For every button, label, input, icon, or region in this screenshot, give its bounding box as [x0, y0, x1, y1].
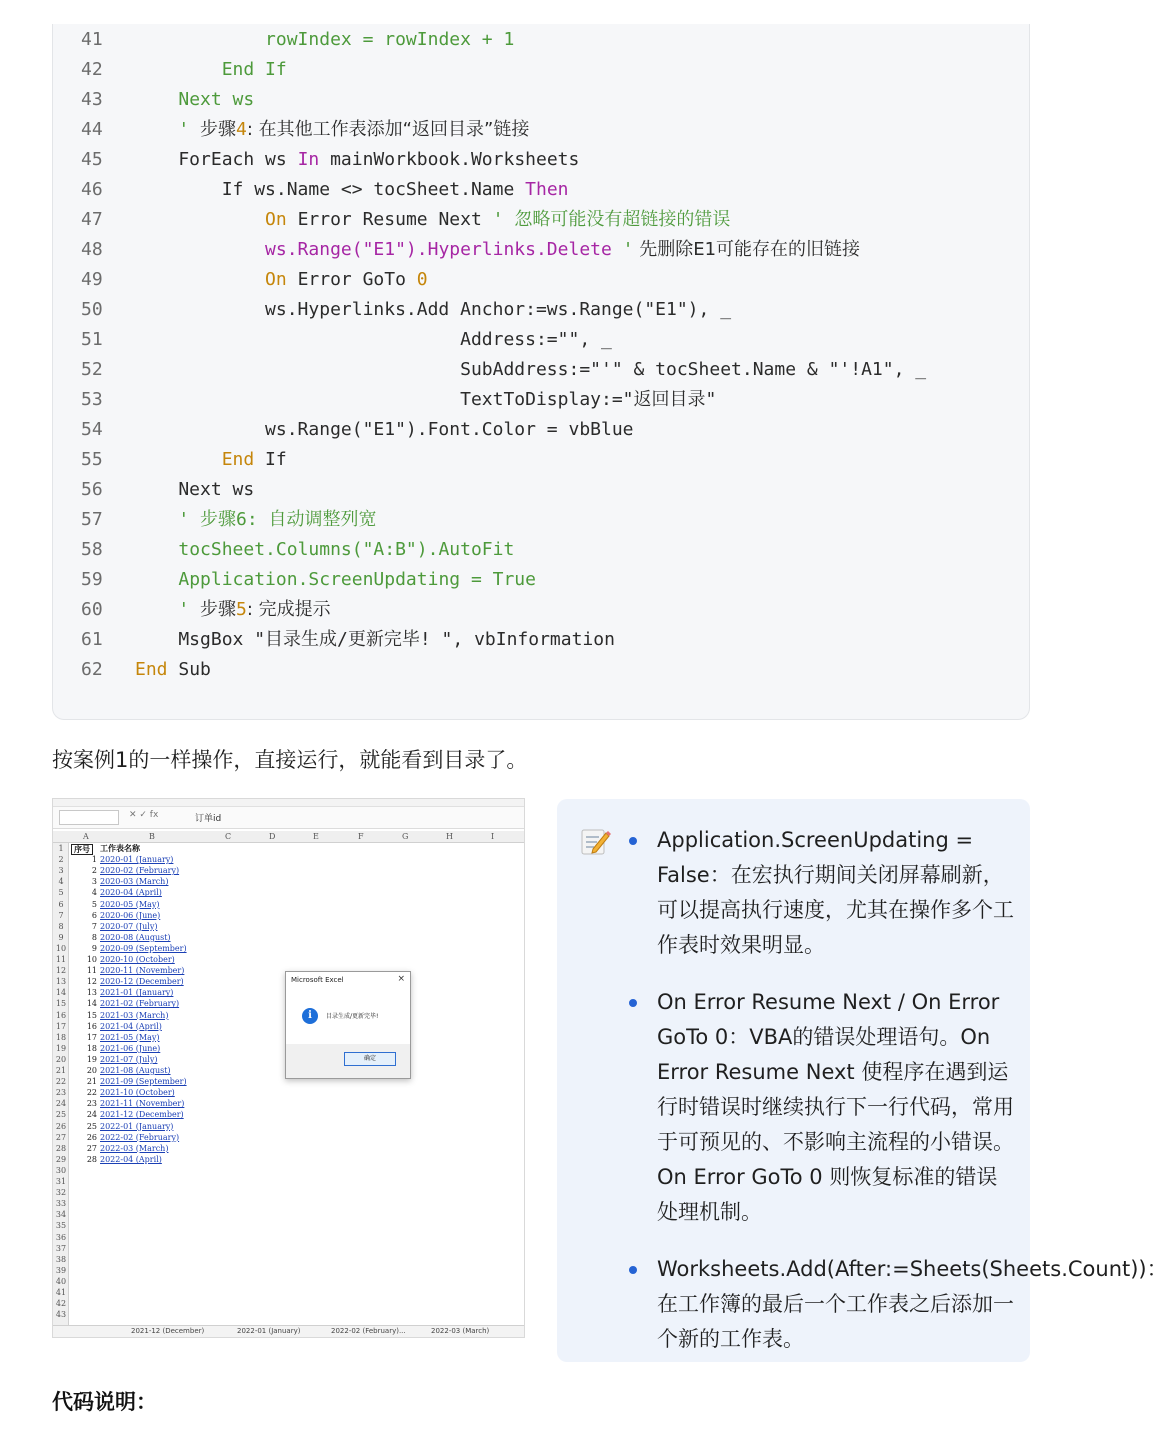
code-token: Next ws	[178, 89, 255, 110]
excel-row-number[interactable]: 13	[55, 977, 67, 987]
excel-sheet-link[interactable]: 2022-03 (March)	[100, 1143, 169, 1153]
excel-row-number[interactable]: 2	[58, 855, 64, 865]
line-number: 51	[81, 329, 103, 350]
excel-row-number[interactable]: 1	[58, 844, 64, 853]
excel-column-header[interactable]: F	[358, 832, 364, 841]
excel-row-number[interactable]: 34	[55, 1210, 67, 1220]
excel-sheet-tab[interactable]: 2022-03 (March)	[431, 1327, 490, 1335]
info-icon: i	[302, 1008, 318, 1024]
excel-sheet-link[interactable]: 2020-06 (June)	[100, 910, 161, 920]
excel-row-number[interactable]: 3	[58, 866, 64, 876]
code-token	[135, 269, 265, 290]
excel-sheet-link[interactable]: 2021-04 (April)	[100, 1021, 162, 1031]
excel-row-number[interactable]: 22	[55, 1077, 67, 1087]
excel-sheet-link[interactable]: 2021-12 (December)	[100, 1110, 184, 1120]
code-text	[135, 325, 612, 355]
excel-column-header[interactable]: H	[446, 832, 453, 841]
note-text: Application.ScreenUpdating = False：在宏执行期间关闭屏幕刷新，可以提高执行速度，尤其在操作多个工作表时效果明显。	[657, 828, 1014, 957]
excel-seq-cell: 16	[86, 1021, 97, 1031]
code-token: If ws.Name <> tocSheet.Name	[135, 179, 526, 200]
excel-sheet-link[interactable]: 2020-12 (December)	[100, 977, 184, 987]
excel-sheet-link[interactable]: 2021-06 (June)	[100, 1043, 161, 1053]
bullet-icon	[629, 837, 637, 845]
excel-column-header[interactable]: G	[402, 832, 409, 841]
line-number: 44	[81, 119, 103, 140]
excel-seq-cell: 2	[91, 866, 97, 876]
code-token: ws.Range("E1").Font.Color = vbBlue	[135, 419, 634, 440]
code-block	[52, 24, 1030, 720]
excel-sheet-link[interactable]: 2020-03 (March)	[100, 877, 169, 887]
excel-row-number[interactable]: 28	[55, 1143, 67, 1153]
excel-row-number[interactable]: 24	[55, 1099, 67, 1109]
excel-row-number[interactable]: 10	[55, 943, 67, 953]
excel-row-number[interactable]: 7	[58, 910, 64, 920]
line-number: 48	[81, 239, 103, 260]
instruction-paragraph: 按案例1的一样操作，直接运行，就能看到目录了。	[52, 748, 528, 772]
code-text	[135, 415, 634, 445]
note-text: On Error Resume Next / On Error GoTo 0：VBA的错误处理语句。On Error Resume Next 使程序在遇到运行时错误时继续执行下一行代码，常用于可预见的、不影响主流程的小错误。On Error GoTo 0 则恢复标准的错误处理机制。	[657, 990, 1014, 1224]
excel-row-number[interactable]: 12	[55, 966, 67, 976]
excel-row-number[interactable]: 14	[55, 988, 67, 998]
code-token: Then	[525, 179, 569, 200]
code-token	[135, 449, 222, 470]
excel-seq-cell: 1	[91, 855, 97, 865]
code-token	[135, 119, 178, 140]
excel-sheet-link[interactable]: 2020-05 (May)	[100, 899, 160, 909]
excel-row-number[interactable]: 16	[55, 1010, 67, 1020]
excel-column-header[interactable]: C	[225, 832, 232, 841]
excel-sheet-tab[interactable]: 2022-01 (January)	[237, 1327, 301, 1335]
excel-sheet-link[interactable]: 2022-04 (April)	[100, 1154, 162, 1164]
excel-column-header[interactable]: E	[313, 832, 319, 841]
code-text	[135, 175, 569, 205]
excel-sheet-link[interactable]: 2020-09 (September)	[100, 943, 187, 953]
excel-row-number[interactable]: 5	[58, 888, 64, 898]
excel-sheet-link[interactable]: 2020-07 (July)	[100, 921, 158, 931]
excel-sheet-link[interactable]: 2021-01 (January)	[100, 988, 174, 998]
excel-sheet-link[interactable]: 2020-11 (November)	[100, 966, 185, 976]
excel-row-number[interactable]: 25	[55, 1110, 67, 1120]
code-text	[135, 535, 514, 565]
excel-seq-cell: 19	[86, 1054, 97, 1064]
excel-seq-cell: 12	[86, 977, 97, 987]
excel-sheet-link[interactable]: 2022-02 (February)	[100, 1132, 180, 1142]
excel-sheet-link[interactable]: 2020-08 (August)	[100, 932, 171, 942]
note-item-on-error	[627, 985, 1017, 1230]
code-token: '	[178, 599, 201, 620]
excel-screenshot	[52, 798, 525, 1338]
bullet-icon	[629, 999, 637, 1007]
code-token: 先删除E1可能存在的旧链接	[633, 239, 861, 260]
excel-column-header[interactable]: D	[269, 832, 276, 841]
excel-sheet-link[interactable]: 2021-05 (May)	[100, 1032, 160, 1042]
close-icon[interactable]: ×	[397, 974, 405, 984]
excel-row-number[interactable]: 31	[55, 1177, 67, 1186]
excel-column-headers	[53, 831, 524, 843]
excel-seq-cell: 13	[86, 988, 97, 998]
excel-sheet-link[interactable]: 2021-10 (October)	[100, 1088, 175, 1098]
line-number: 42	[81, 59, 103, 80]
line-number: 45	[81, 149, 103, 170]
excel-seq-cell: 15	[86, 1010, 97, 1020]
excel-seq-cell: 4	[91, 888, 97, 898]
dialog-title: Microsoft Excel	[291, 976, 344, 984]
code-token	[135, 29, 265, 50]
code-token	[135, 509, 178, 530]
excel-seq-cell: 10	[86, 955, 97, 964]
excel-row-number[interactable]: 8	[58, 921, 64, 931]
excel-row-number[interactable]: 20	[55, 1054, 67, 1064]
excel-row-number[interactable]: 37	[55, 1243, 67, 1253]
code-token	[135, 599, 178, 620]
code-token: 4	[236, 119, 247, 140]
code-token: tocSheet.Columns("A:B").AutoFit	[178, 539, 515, 560]
excel-seq-cell: 18	[86, 1043, 97, 1053]
excel-row-number[interactable]: 26	[55, 1121, 67, 1131]
code-token: End If	[221, 59, 287, 80]
excel-row-number[interactable]: 33	[55, 1199, 67, 1209]
code-token	[135, 569, 178, 590]
code-token: ' 忽略可能没有超链接的错误	[492, 209, 731, 230]
excel-row-number[interactable]: 32	[55, 1188, 67, 1198]
excel-sheet-link[interactable]: 2020-04 (April)	[100, 888, 162, 898]
code-token: If	[254, 449, 287, 470]
line-number: 49	[81, 269, 103, 290]
excel-seq-cell: 20	[86, 1066, 97, 1075]
code-token: 步骤	[200, 119, 237, 140]
code-token: : 在其他工作表添加“返回目录”链接	[246, 119, 530, 140]
line-number: 62	[81, 659, 103, 680]
excel-sheet-link[interactable]: 2021-11 (November)	[100, 1099, 185, 1109]
excel-sheet-link[interactable]: 2021-08 (August)	[100, 1066, 171, 1075]
excel-seq-cell: 27	[86, 1143, 97, 1153]
excel-row-number[interactable]: 21	[55, 1066, 67, 1075]
excel-seq-cell: 17	[86, 1032, 97, 1042]
excel-sheet-link[interactable]: 2021-09 (September)	[100, 1077, 187, 1087]
ok-button[interactable]: 确定	[344, 1052, 396, 1066]
excel-row-number[interactable]: 36	[55, 1232, 67, 1242]
excel-seq-cell: 23	[86, 1099, 97, 1109]
line-number: 52	[81, 359, 103, 380]
code-token	[135, 209, 265, 230]
memo-pencil-icon	[579, 825, 611, 857]
excel-seq-cell: 8	[91, 932, 97, 942]
note-panel	[557, 799, 1168, 1362]
excel-seq-cell: 28	[86, 1154, 97, 1164]
excel-header-seq: 序号	[71, 844, 93, 855]
excel-seq-cell: 9	[91, 943, 97, 953]
excel-row-number[interactable]: 4	[58, 877, 64, 887]
excel-row-number[interactable]: 9	[58, 932, 64, 942]
line-number: 56	[81, 479, 103, 500]
excel-sheet-tab[interactable]: 2021-12 (December)	[131, 1327, 205, 1335]
code-token: MsgBox "目录生成/更新完毕! ", vbInformation	[135, 629, 615, 650]
excel-sheet-tabs	[53, 1325, 524, 1337]
excel-row-number[interactable]: 42	[55, 1299, 67, 1309]
line-number: 57	[81, 509, 103, 530]
excel-row-number[interactable]: 39	[55, 1265, 67, 1275]
line-number: 60	[81, 599, 103, 620]
code-token: 步骤	[200, 599, 237, 620]
excel-row-number[interactable]: 11	[55, 955, 67, 964]
code-token: On	[265, 209, 287, 230]
code-text	[135, 115, 529, 145]
line-number: 58	[81, 539, 103, 560]
line-number: 61	[81, 629, 103, 650]
excel-row-number[interactable]: 40	[55, 1276, 67, 1286]
bullet-icon	[629, 1266, 637, 1274]
excel-sheet-link[interactable]: 2020-02 (February)	[100, 866, 180, 876]
excel-row-number[interactable]: 15	[55, 999, 67, 1009]
code-token: Sub	[167, 659, 211, 680]
code-text	[135, 565, 536, 595]
code-token: 0	[416, 269, 428, 290]
excel-row-number[interactable]: 23	[55, 1088, 67, 1098]
excel-row-number[interactable]: 43	[55, 1310, 67, 1320]
line-number: 46	[81, 179, 103, 200]
excel-sheet-link[interactable]: 2020-10 (October)	[100, 955, 175, 964]
code-token: TextToDisplay:="返回目录"	[135, 389, 717, 410]
code-token	[135, 239, 265, 260]
code-token: Error GoTo	[286, 269, 417, 290]
code-token	[135, 59, 222, 80]
line-number: 47	[81, 209, 103, 230]
excel-column-header[interactable]: I	[491, 832, 495, 841]
code-text	[135, 475, 254, 505]
code-token	[612, 239, 623, 260]
excel-row-headers	[53, 843, 69, 1333]
code-text	[135, 385, 716, 415]
excel-sheet-link[interactable]: 2021-07 (July)	[100, 1054, 158, 1064]
line-number: 53	[81, 389, 103, 410]
note-text: Worksheets.Add(After:=Sheets(Sheets.Count))：在工作簿的最后一个工作表之后添加一个新的工作表。	[657, 1257, 1168, 1351]
dialog-footer	[286, 1044, 410, 1078]
code-text	[135, 145, 579, 175]
code-text	[135, 295, 731, 325]
line-number: 54	[81, 419, 103, 440]
code-text	[135, 55, 287, 85]
excel-column-header[interactable]: A	[83, 832, 89, 841]
code-token: SubAddress:="'" & tocSheet.Name & "'!A1", _	[135, 359, 927, 380]
code-token: ws.Range("E1").Hyperlinks.Delete	[265, 239, 612, 260]
excel-column-header[interactable]: B	[149, 832, 155, 841]
code-token: Next ws	[135, 479, 255, 500]
excel-formula-bar	[53, 807, 524, 829]
dialog-message: 目录生成/更新完毕!	[326, 1013, 379, 1020]
code-token: 5	[236, 599, 247, 620]
excel-name-box[interactable]	[59, 810, 119, 825]
excel-row-number[interactable]: 19	[55, 1043, 67, 1053]
code-text	[135, 205, 730, 235]
code-token: Address:="", _	[135, 329, 612, 350]
excel-seq-cell: 24	[86, 1110, 97, 1120]
code-token: Application.ScreenUpdating = True	[178, 569, 536, 590]
line-number: 41	[81, 29, 103, 50]
excel-row-number[interactable]: 30	[55, 1165, 67, 1175]
code-text	[135, 505, 377, 535]
code-token	[135, 89, 178, 110]
code-token: End	[221, 449, 255, 470]
excel-seq-cell: 14	[86, 999, 97, 1009]
excel-message-dialog	[285, 971, 411, 1079]
line-number: 55	[81, 449, 103, 470]
code-text	[135, 25, 514, 55]
code-token: Error Resume Next	[286, 209, 493, 230]
code-token: '	[622, 239, 634, 260]
note-list	[627, 823, 1168, 1379]
code-token: ws.Hyperlinks.Add Anchor:=ws.Range("E1"), _	[135, 299, 732, 320]
code-token: In	[297, 149, 320, 170]
code-token: '	[178, 119, 201, 140]
excel-seq-cell: 7	[91, 921, 97, 931]
excel-seq-cell: 5	[91, 899, 97, 909]
excel-row-number[interactable]: 18	[55, 1032, 67, 1042]
code-token: End	[135, 659, 168, 680]
line-number: 43	[81, 89, 103, 110]
excel-seq-cell: 6	[91, 910, 97, 920]
excel-sheet-link[interactable]: 2021-03 (March)	[100, 1010, 169, 1020]
code-text	[135, 655, 211, 685]
excel-sheet-link[interactable]: 2022-01 (January)	[100, 1121, 174, 1131]
excel-seq-cell: 11	[86, 966, 97, 976]
code-token: ' 步骤6: 自动调整列宽	[178, 509, 377, 530]
excel-header-sheetname: 工作表名称	[100, 843, 140, 853]
excel-seq-cell: 25	[86, 1121, 97, 1131]
code-token: mainWorkbook.Worksheets	[319, 149, 580, 170]
line-number: 59	[81, 569, 103, 590]
note-item-screenupdating	[627, 823, 1017, 963]
dialog-body	[286, 994, 410, 1044]
code-text	[135, 85, 254, 115]
code-token: ForEach ws	[135, 149, 298, 170]
code-text	[135, 265, 428, 295]
code-text	[135, 595, 331, 625]
excel-seq-cell: 26	[86, 1132, 97, 1142]
excel-row-number[interactable]: 35	[55, 1221, 67, 1231]
excel-row-number[interactable]: 27	[55, 1132, 67, 1142]
excel-seq-cell: 3	[91, 877, 97, 887]
excel-row-number[interactable]: 38	[55, 1254, 67, 1264]
code-token	[135, 539, 178, 560]
excel-sheet-link[interactable]: 2021-02 (February)	[100, 999, 180, 1009]
excel-formula-value[interactable]: 订单id	[195, 814, 222, 824]
excel-row-number[interactable]: 17	[55, 1021, 67, 1031]
excel-fx-icon: ✕ ✓ fx	[129, 810, 159, 820]
excel-row-number[interactable]: 41	[55, 1288, 67, 1297]
excel-row-number[interactable]: 6	[58, 899, 64, 909]
code-text	[135, 445, 287, 475]
line-number: 50	[81, 299, 103, 320]
code-text	[135, 625, 615, 655]
excel-ribbon	[53, 799, 524, 807]
note-item-worksheets-add	[627, 1252, 1168, 1357]
excel-sheet-tab[interactable]: 2022-02 (February)...	[331, 1327, 406, 1335]
code-token: rowIndex = rowIndex + 1	[265, 29, 515, 50]
excel-sheet-link[interactable]: 2020-01 (January)	[100, 855, 174, 865]
excel-row-number[interactable]: 29	[55, 1154, 67, 1164]
code-token: : 完成提示	[246, 599, 331, 620]
code-text	[135, 355, 926, 385]
section-title: 代码说明：	[52, 1390, 157, 1414]
code-token: On	[265, 269, 287, 290]
excel-seq-cell: 22	[86, 1088, 97, 1098]
code-text	[135, 235, 860, 265]
excel-seq-cell: 21	[86, 1077, 97, 1087]
